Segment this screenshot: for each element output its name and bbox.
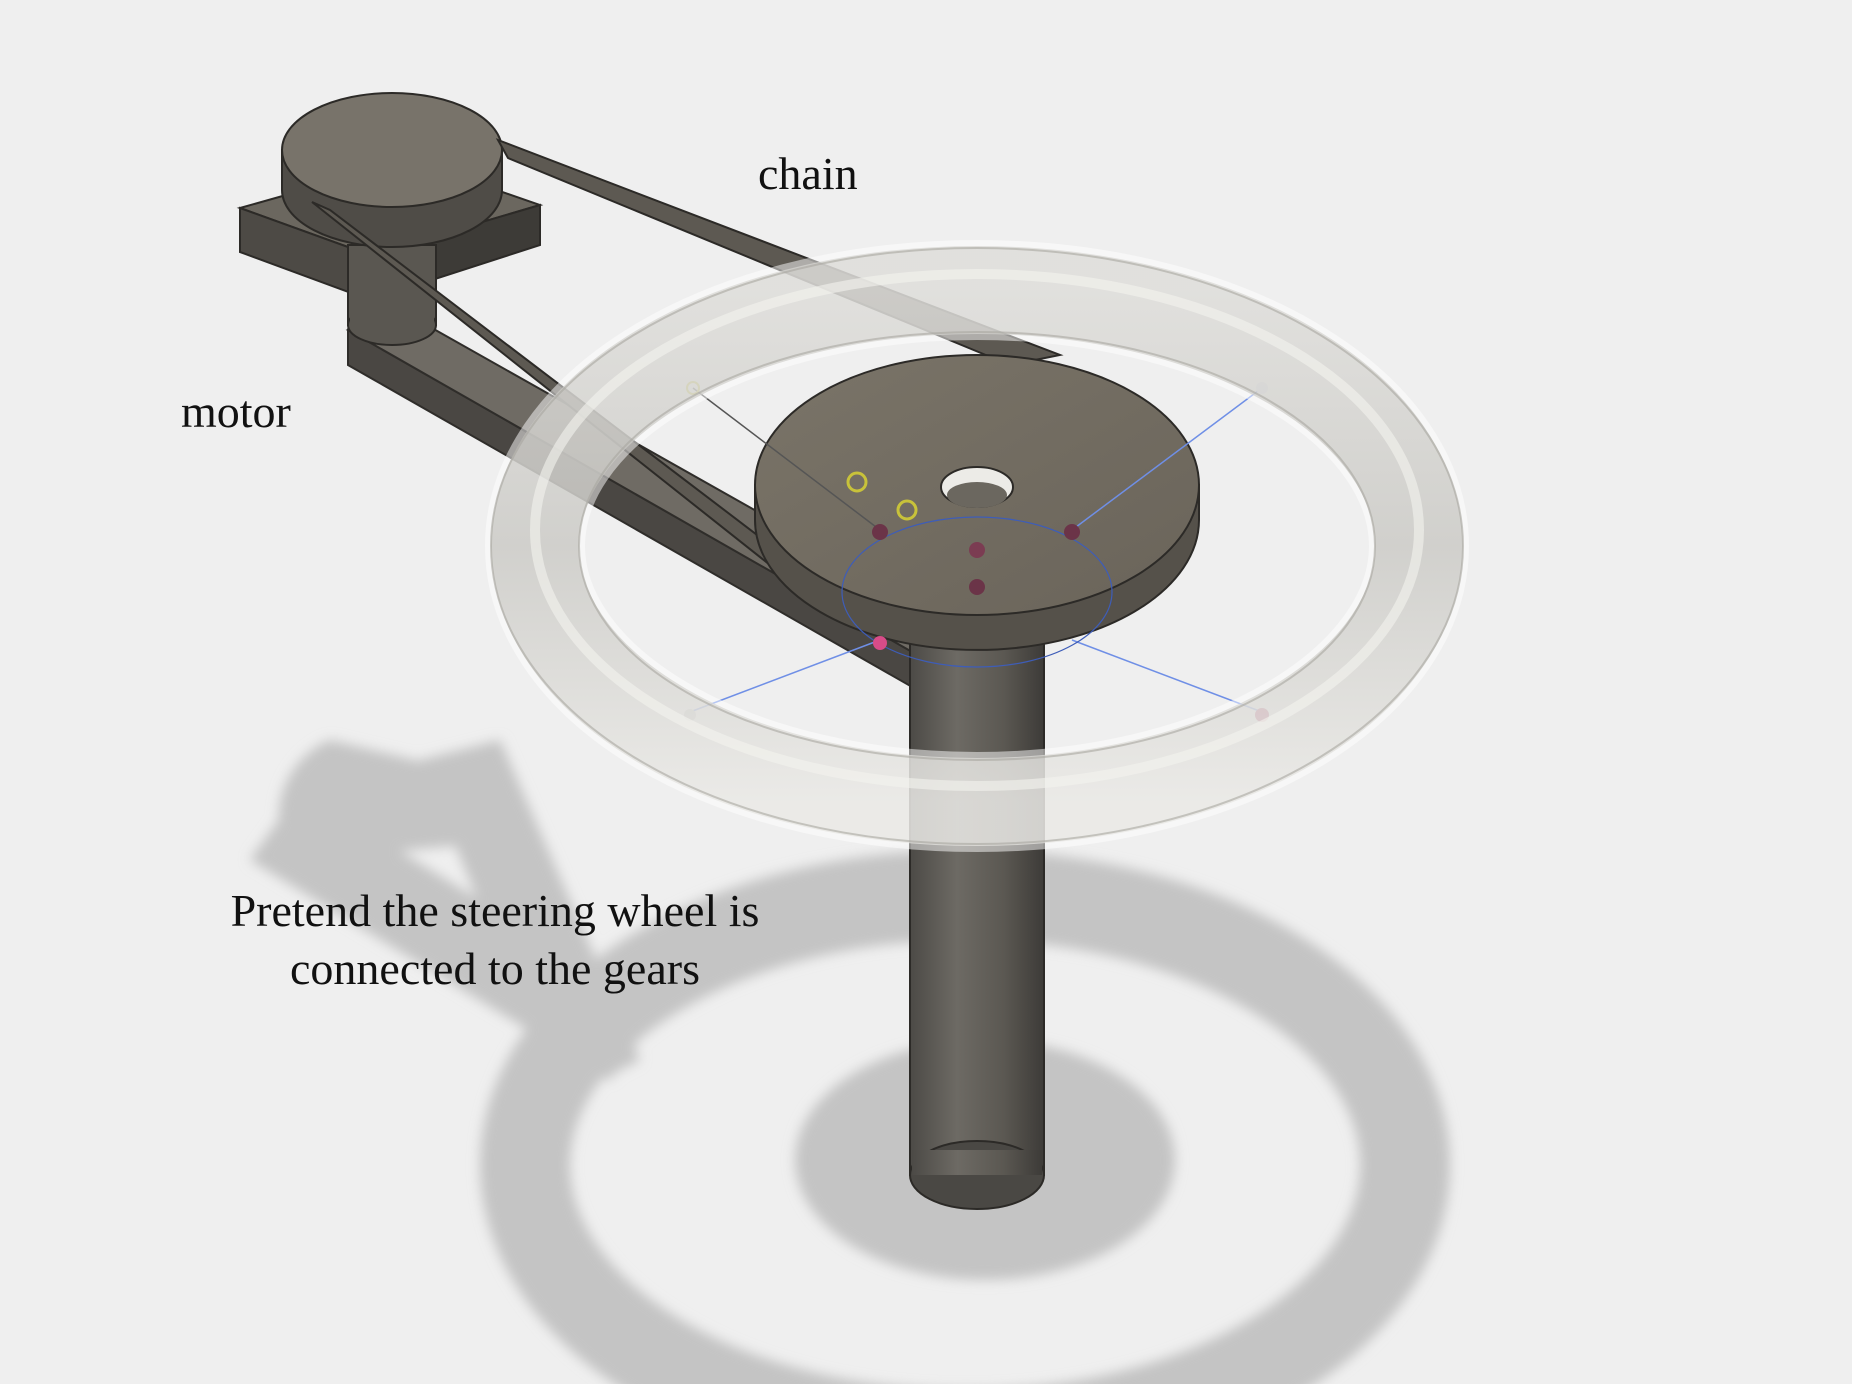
main-gear <box>755 355 1199 650</box>
motor-label: motor <box>181 386 291 437</box>
chain-label: chain <box>758 148 858 199</box>
steering-note: Pretend the steering wheel is connected to the gears <box>230 885 760 994</box>
motor-pulley <box>282 93 502 247</box>
steering-column <box>910 620 1044 1209</box>
